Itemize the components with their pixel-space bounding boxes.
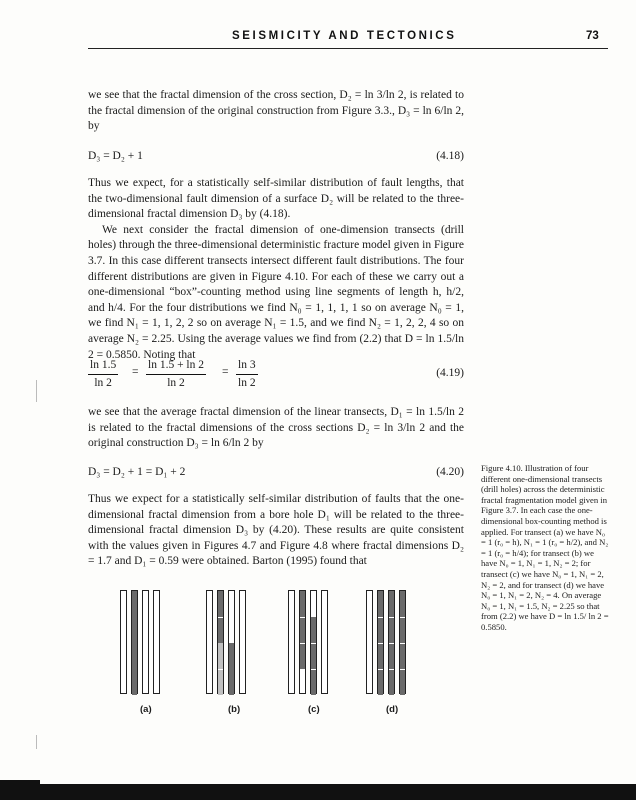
equation-number: (4.20) <box>436 466 464 478</box>
equation-expression: D₃ = D₂ + 1 <box>88 150 143 162</box>
segment-divider <box>389 669 394 670</box>
fault-segment <box>132 591 137 695</box>
segment-divider <box>378 669 383 670</box>
paragraph-text: Thus we expect for a statistically self-similar distribution of faults that the one-dimensional fractal dimension from a bore hole D₁ will be related to the three-dimensional fractal dimension D₃ by (4.20). These results are quite consistent with the values given in Figures 4.7 and Figure 4.8 where fractal dimensions D₂ = 1.7 and D₁ = 0.59 were obtained. Barton (1995) found that <box>88 493 464 568</box>
paragraph-5 <box>88 492 464 570</box>
fraction-denominator: ln 2 <box>238 377 256 389</box>
running-head: SEISMICITY AND TECTONICS <box>232 30 457 42</box>
segment-divider <box>311 643 316 644</box>
equation-4-19 <box>88 358 464 394</box>
equation-4-18 <box>88 148 464 164</box>
margin-mark <box>36 380 37 402</box>
header-rule <box>88 48 608 49</box>
segment-divider <box>311 669 316 670</box>
equation-number: (4.18) <box>436 150 464 162</box>
paragraph-text: we see that the average fractal dimension of the linear transects, D₁ = ln 1.5/ln 2 is related to the fractal dimensions of the cross sections D₂ = ln 3/ln 2 and the original construction D₃ = ln 6/ln 2 by <box>88 406 464 450</box>
fraction-denominator: ln 2 <box>94 377 112 389</box>
segment-divider <box>300 617 305 618</box>
paragraph-text: We next consider the fractal dimension of one-dimension transects (drill holes) through the three-dimensional deterministic fracture model given in Figure 3.7. In this case different transects intersect different fault distributions. The four different distributions are given in Figure 4.10. For each of these we carry out a one-dimensional “box”-counting method using line segments of length h, h/2, and h/4. For the four distributions we find N₀ = 1, 1, 1, 1 so on average N₀ = 1, we find N₁ = 1, 1, 2, 2 so on average N₁ = 1.5, and we find N₂ = 1, 2, 2, 4 so on average N₂ = 2.25. Using the average values we find from (2.2) that D = ln 1.5/ln 2 = 0.5850. Noting that <box>88 223 464 361</box>
transect-column <box>228 590 235 694</box>
fraction-3 <box>236 358 258 391</box>
fraction-numerator: ln 1.5 <box>88 358 118 375</box>
margin-mark <box>36 735 37 749</box>
segment-divider <box>218 617 223 618</box>
segment-divider <box>378 643 383 644</box>
page-number: 73 <box>586 30 599 42</box>
panel-label-c: (c) <box>308 704 320 715</box>
transect-column <box>388 590 395 694</box>
transect-column <box>399 590 406 694</box>
figure-caption: Figure 4.10. Illustration of four different one-dimensional transects (drill holes) across the deterministic fractal fragmentation model given in Figure 3.7. In each case the one-dimensional box-counting method is applied. For transect (a) we have N₀ = 1 (r₀ = h), N₁ = 1 (r₀ = h/2), and N₂ = 1 (r₀ = h/4); for transect (b) we have N₀ = 1, N₁ = 1, N₂ = 2; for transect (c) we have N₀ = 1, N₁ = 2, N₂ = 2, and for transect (d) we have N₀ = 1, N₁ = 2, N₂ = 4. On average N₀ = 1, N₁ = 1.5, N₂ = 2.25 so that from (2.2) we have D = ln 1.5/ ln 2 = 0.5850. <box>481 463 609 632</box>
segment-divider <box>378 617 383 618</box>
paragraph-1 <box>88 88 464 135</box>
transect-column <box>131 590 138 694</box>
fault-segment <box>300 591 305 669</box>
transect-column <box>310 590 317 694</box>
paragraph-4 <box>88 405 464 452</box>
equation-4-20 <box>88 464 464 480</box>
fraction-2 <box>146 358 206 391</box>
panel-label-b: (b) <box>228 704 241 715</box>
segment-divider <box>400 617 405 618</box>
segment-divider <box>389 617 394 618</box>
scan-edge <box>0 784 636 800</box>
transect-column <box>206 590 213 694</box>
transect-column <box>153 590 160 694</box>
transect-column <box>377 590 384 694</box>
fraction-denominator: ln 2 <box>167 377 185 389</box>
transect-column <box>142 590 149 694</box>
transect-column <box>239 590 246 694</box>
paragraph-text: we see that the fractal dimension of the cross section, D₂ = ln 3/ln 2, is related to the fractal dimension of the original construction from Figure 3.3., D₃ = ln 6/ln 2, by <box>88 89 464 133</box>
fault-segment <box>311 617 316 695</box>
transect-column <box>217 590 224 694</box>
segment-divider <box>400 643 405 644</box>
segment-divider <box>218 669 223 670</box>
fraction-numerator: ln 3 <box>236 358 258 375</box>
transect-column <box>321 590 328 694</box>
fraction-numerator: ln 1.5 + ln 2 <box>146 358 206 375</box>
segment-divider <box>389 643 394 644</box>
paragraph-2 <box>88 176 464 363</box>
segment-divider <box>300 643 305 644</box>
equals-sign: = <box>132 366 139 378</box>
equation-expression: D₃ = D₂ + 1 = D₁ + 2 <box>88 466 186 478</box>
transect-column <box>299 590 306 694</box>
paragraph-text: Thus we expect, for a statistically self-similar distribution of fault lengths, that the two-dimensional fault dimension of a surface D₂ will be related to the three-dimensional fractal dimension D₃ by (4.18). <box>88 177 464 221</box>
transect-column <box>366 590 373 694</box>
figure-4-10 <box>120 590 420 715</box>
equation-number: (4.19) <box>436 367 464 379</box>
segment-divider <box>400 669 405 670</box>
panel-label-a: (a) <box>140 704 152 715</box>
transect-column <box>288 590 295 694</box>
fault-segment <box>229 643 234 695</box>
equals-sign: = <box>222 366 229 378</box>
transect-column <box>120 590 127 694</box>
fraction-1 <box>88 358 118 391</box>
panel-label-d: (d) <box>386 704 399 715</box>
